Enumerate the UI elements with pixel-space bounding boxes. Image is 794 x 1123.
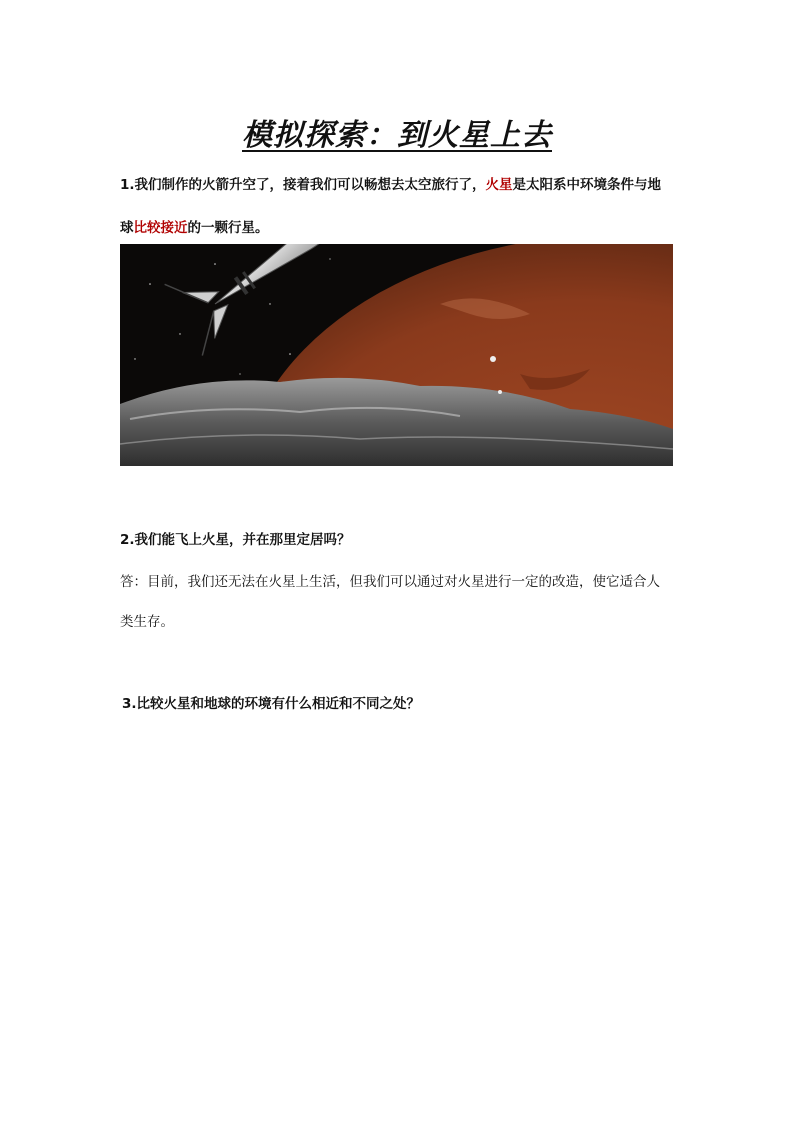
q2-question: 2.我们能飞上火星，并在那里定居吗？ bbox=[120, 532, 351, 548]
q1-line1-text-b: 是太阳系中环境条件与地 bbox=[512, 177, 662, 193]
page-title: 模拟探索：到火星上去 bbox=[242, 118, 552, 153]
q1-line1-text-a: 1.我们制作的火箭升空了，接着我们可以畅想去太空旅行了， bbox=[120, 177, 486, 193]
q1-highlight-close: 比较接近 bbox=[133, 220, 188, 236]
q1-line2 bbox=[120, 216, 269, 236]
q1-line1 bbox=[120, 173, 661, 193]
mars-rocket-illustration bbox=[120, 244, 673, 466]
q1-line2-text-a: 球 bbox=[120, 220, 134, 236]
q2-answer-label: 答： bbox=[120, 574, 147, 590]
q2-answer-line1 bbox=[120, 570, 660, 590]
q2-answer-text: 目前，我们还无法在火星上生活，但我们可以通过对火星进行一定的改造，使它适合人 bbox=[147, 574, 660, 590]
q3-question: 3.比较火星和地球的环境有什么相近和不同之处？ bbox=[122, 696, 421, 712]
q1-highlight-mars: 火星 bbox=[485, 177, 513, 193]
q2-answer-line2: 类生存。 bbox=[120, 614, 174, 630]
q1-line2-text-b: 的一颗行星。 bbox=[187, 220, 269, 236]
